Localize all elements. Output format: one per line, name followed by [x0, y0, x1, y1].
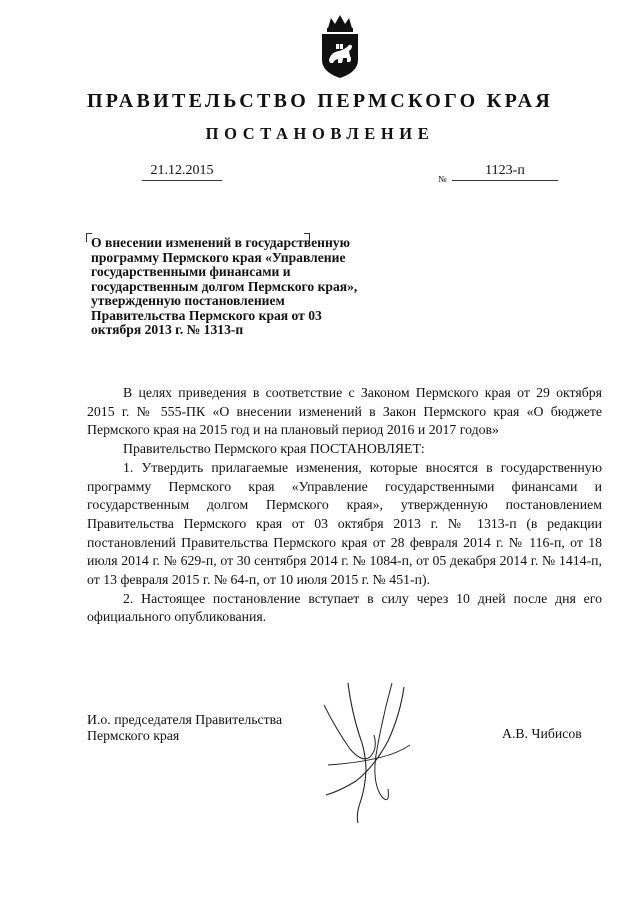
clause-1-paragraph: 1. Утвердить прилагаемые изменения, которые вносятся в государственную программу Пермского края «Управление государственными финансами и государственным долгом Пермского края», утвержденную постановлением Правительства Пермского края от 03 октября 2013 г. № 1313-п (в редакции постановлений Правительства Пермского края от 28 февраля 2014 г. № 116-п, от 18 июля 2014 г. № 629-п, от 30 сентября 2014 г. № 1084-п, от 05 декабря 2014 г. № 1414-п, от 13 февраля 2015 г. № 64-п, от 10 июля 2015 г. № 451-п).	[87, 459, 602, 588]
signer-name: А.В. Чибисов	[502, 726, 582, 741]
document-body	[87, 384, 602, 627]
clause-2-paragraph: 2. Настоящее постановление вступает в силу через 10 дней после дня его официального опубликования.	[87, 590, 602, 625]
document-type-title: ПОСТАНОВЛЕНИЕ	[205, 124, 435, 143]
resolution-paragraph: Правительство Пермского края ПОСТАНОВЛЯЕТ:	[123, 441, 425, 457]
signer-role-line-2: Пермского края	[87, 728, 180, 743]
signer-role	[87, 712, 347, 744]
document-subject: О внесении изменений в государственную программу Пермского края «Управление государственными финансами и государственным долгом Пермского края», утвержденную постановлением Правительства Пермского края от 03 октября 2013 г. № 1313-п	[91, 235, 358, 337]
document-date: 21.12.2015	[142, 163, 222, 181]
organization-title: ПРАВИТЕЛЬСТВО ПЕРМСКОГО КРАЯ	[86, 90, 554, 112]
document-number: 1123-п	[452, 163, 558, 181]
preamble-paragraph: В целях приведения в соответствие с Законом Пермского края от 29 октября 2015 г. № 555-ПК «О внесении изменений в Закон Пермского края «О бюджете Пермского края на 2015 год и на плановый период 2016 и 2017 годов»	[87, 385, 602, 438]
handwritten-signature	[318, 665, 414, 825]
number-sign: №	[438, 174, 447, 184]
signer-role-line-1: И.о. председателя Правительства	[87, 712, 283, 727]
perm-krai-coat-of-arms-icon	[319, 14, 361, 80]
